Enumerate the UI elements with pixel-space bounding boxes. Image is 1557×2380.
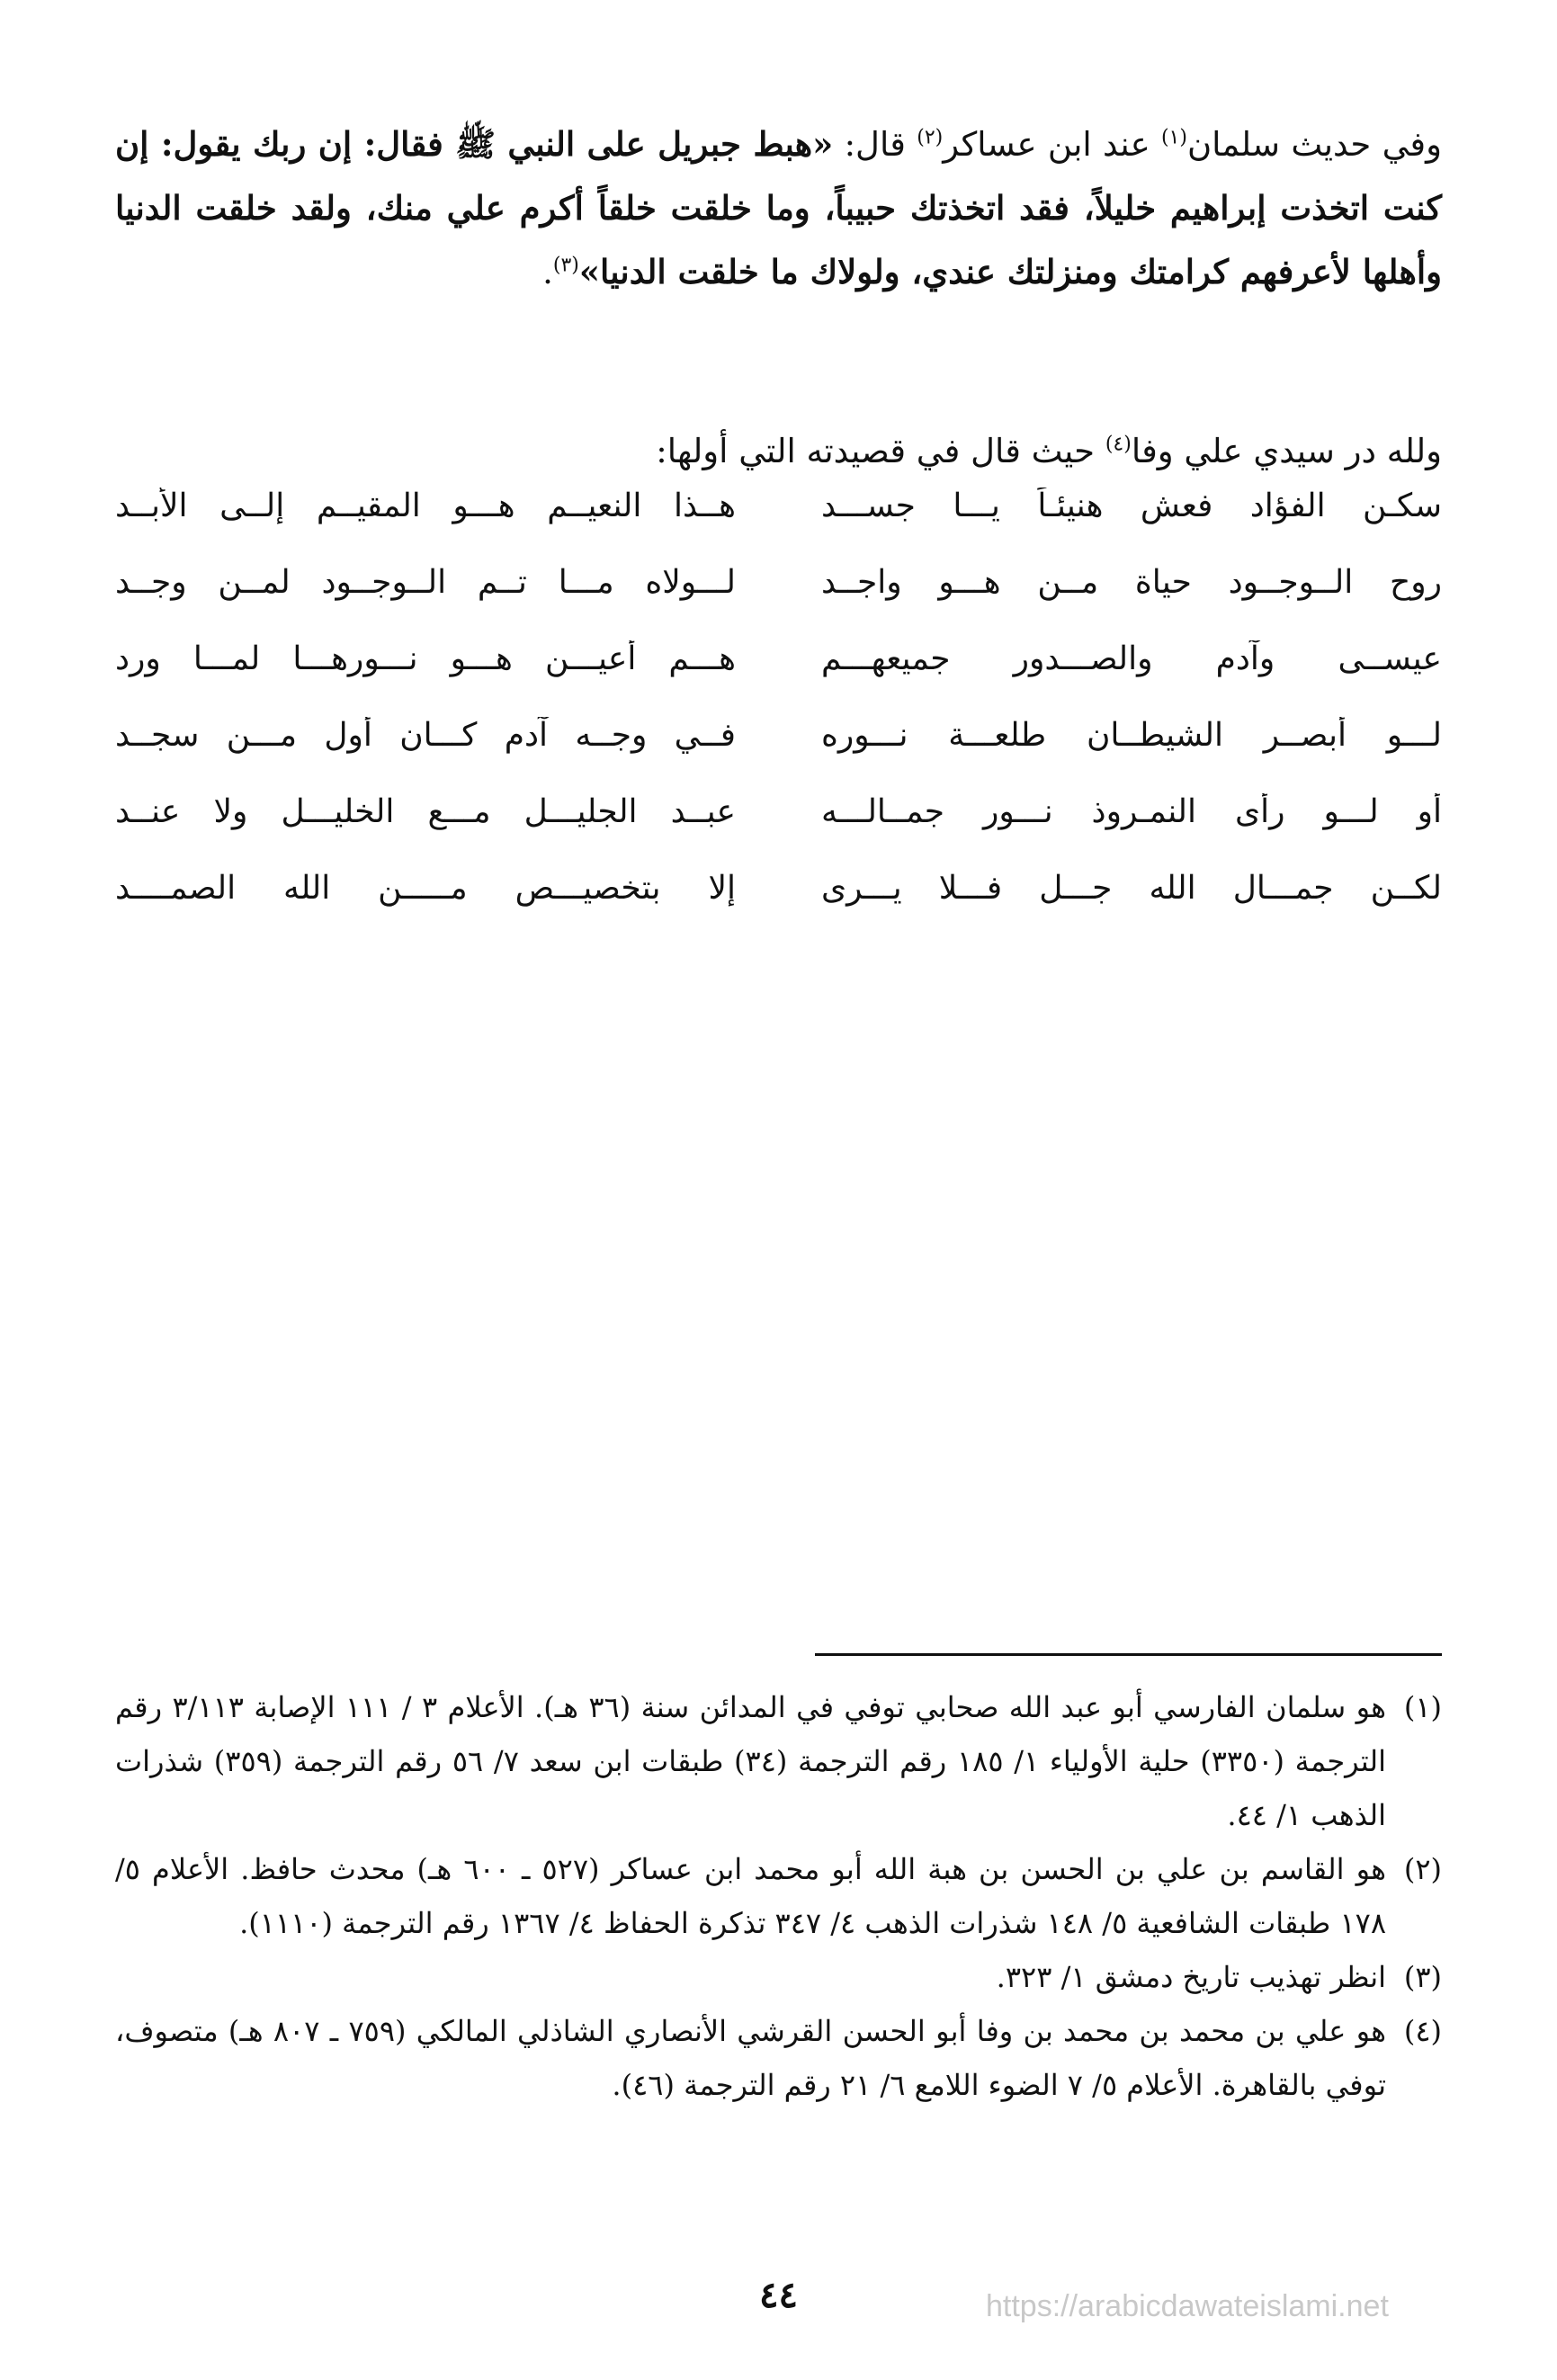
verse-second-half: فــي وجــه آدم كـــان أول مـــن سجــد (115, 717, 736, 754)
para1-lead: وفي حديث سلمان (1186, 125, 1442, 164)
paragraph-hadith (115, 112, 1442, 304)
footnote-number: (٣) (1403, 1960, 1442, 1994)
verse-second-half: هــذا النعيــم هـــو المقيــم إلــى الأبــد (115, 488, 736, 524)
footnotes (115, 1680, 1442, 2112)
footnote-text: هو القاسم بن علي بن الحسن بن هبة الله أبو محمد ابن عساكر (٥٢٧ ـ ٦٠٠ هـ) محدث حافظ. الأعلام ٥/ ١٧٨ طبقات الشافعية ٥/ ١٤٨ شذرات الذهب ٤/ ٣٤٧ تذكرة الحفاظ ٤/ ١٣٦٧ رقم الترجمة (١١١٠). (115, 1852, 1387, 1940)
poem-verse (115, 621, 1442, 697)
poem-verse (115, 774, 1442, 850)
footnote-number: (٢) (1403, 1852, 1443, 1886)
footnote (115, 1680, 1442, 1842)
footnote-ref-3: (٣) (552, 254, 579, 277)
poem-verse (115, 697, 1442, 774)
page-number: ٤٤ (759, 2274, 798, 2316)
footnote-text: هو علي بن محمد بن محمد بن وفا أبو الحسن القرشي الأنصاري الشاذلي المالكي (٧٥٩ ـ ٨٠٧ هـ) متصوف، توفي بالقاهرة. الأعلام ٥/ ٧ الضوء اللامع ٦/ ٢١ رقم الترجمة (٤٦). (115, 2014, 1387, 2102)
footnote-number: (٤) (1403, 2014, 1443, 2048)
verse-first-half: لـــو أبصــر الشيطــان طلعـــة نـــوره (821, 717, 1442, 754)
para1-mid: عند ابن عساكر (943, 125, 1161, 164)
hadith-quote: «هبط جبريل على النبي ﷺ فقال: إن ربك يقول: إن كنت اتخذت إبراهيم خليلاً، فقد اتخذتك حبيباً، وما خلقت خلقاً أكرم علي منك، ولقد خلقت الدنيا وأهلها لأعرفهم كرامتك ومنزلتك عندي، ولولاك ما خلقت الدنيا» (115, 124, 1442, 291)
poem (115, 468, 1442, 926)
poem-verse (115, 468, 1442, 544)
footnote (115, 1950, 1442, 2004)
verse-first-half: سكـن الفؤاد فعش هنيئـاً يـــا جســـد (821, 488, 1442, 524)
verse-second-half: لـــولاه مـــا تــم الــوجــود لمــن وجــد (115, 564, 736, 601)
footnote-text: انظر تهذيب تاريخ دمشق ١/ ٣٢٣. (996, 1960, 1386, 1994)
watermark-url: https://arabicdawateislami.net (986, 2289, 1389, 2323)
footnote (115, 1842, 1442, 1950)
para2-lead: ولله در سيدي علي وفا (1131, 432, 1442, 470)
footnote-divider (815, 1653, 1442, 1656)
verse-second-half: عبــد الجليـــل مـــع الخليـــل ولا عنــد (115, 793, 736, 830)
footnote-ref-2: (٢) (917, 126, 944, 149)
footnote (115, 2004, 1442, 2112)
verse-first-half: أو لـــو رأى النمـروذ نـــور جمــالـــه (821, 793, 1442, 830)
poem-verse (115, 850, 1442, 926)
footnote-ref-4: (٤) (1105, 433, 1132, 456)
verse-second-half: إلا بتخصيـــص مـــــن الله الصمــــد (115, 870, 736, 907)
para2-rest: حيث قال في قصيدته التي أولها: (656, 432, 1105, 470)
para1-said: قال: (833, 125, 917, 164)
footnote-ref-1: (١) (1160, 126, 1187, 149)
poem-verse (115, 544, 1442, 621)
para1-end: . (542, 253, 553, 291)
verse-first-half: لكــن جمـــال الله جـــل فـــلا يـــرى (821, 870, 1442, 907)
footnote-text: هو سلمان الفارسي أبو عبد الله صحابي توفي في المدائن سنة (٣٦ هـ). الأعلام ٣ / ١١١ الإصابة ٣/١١٣ رقم الترجمة (٣٣٥٠) حلية الأولياء ١/ ١٨٥ رقم الترجمة (٣٤) طبقات ابن سعد ٧/ ٥٦ رقم الترجمة (٣٥٩) شذرات الذهب ١/ ٤٤. (115, 1690, 1387, 1832)
verse-first-half: عيســى وآدم والصـــدور جميعهـــم (821, 640, 1442, 677)
verse-second-half: هـــم أعيـــن هـــو نـــورهـــا لمـــا ورد (115, 640, 736, 677)
verse-first-half: روح الــوجــود حياة مــن هـــو واجــد (821, 564, 1442, 601)
footnote-number: (١) (1403, 1690, 1443, 1724)
